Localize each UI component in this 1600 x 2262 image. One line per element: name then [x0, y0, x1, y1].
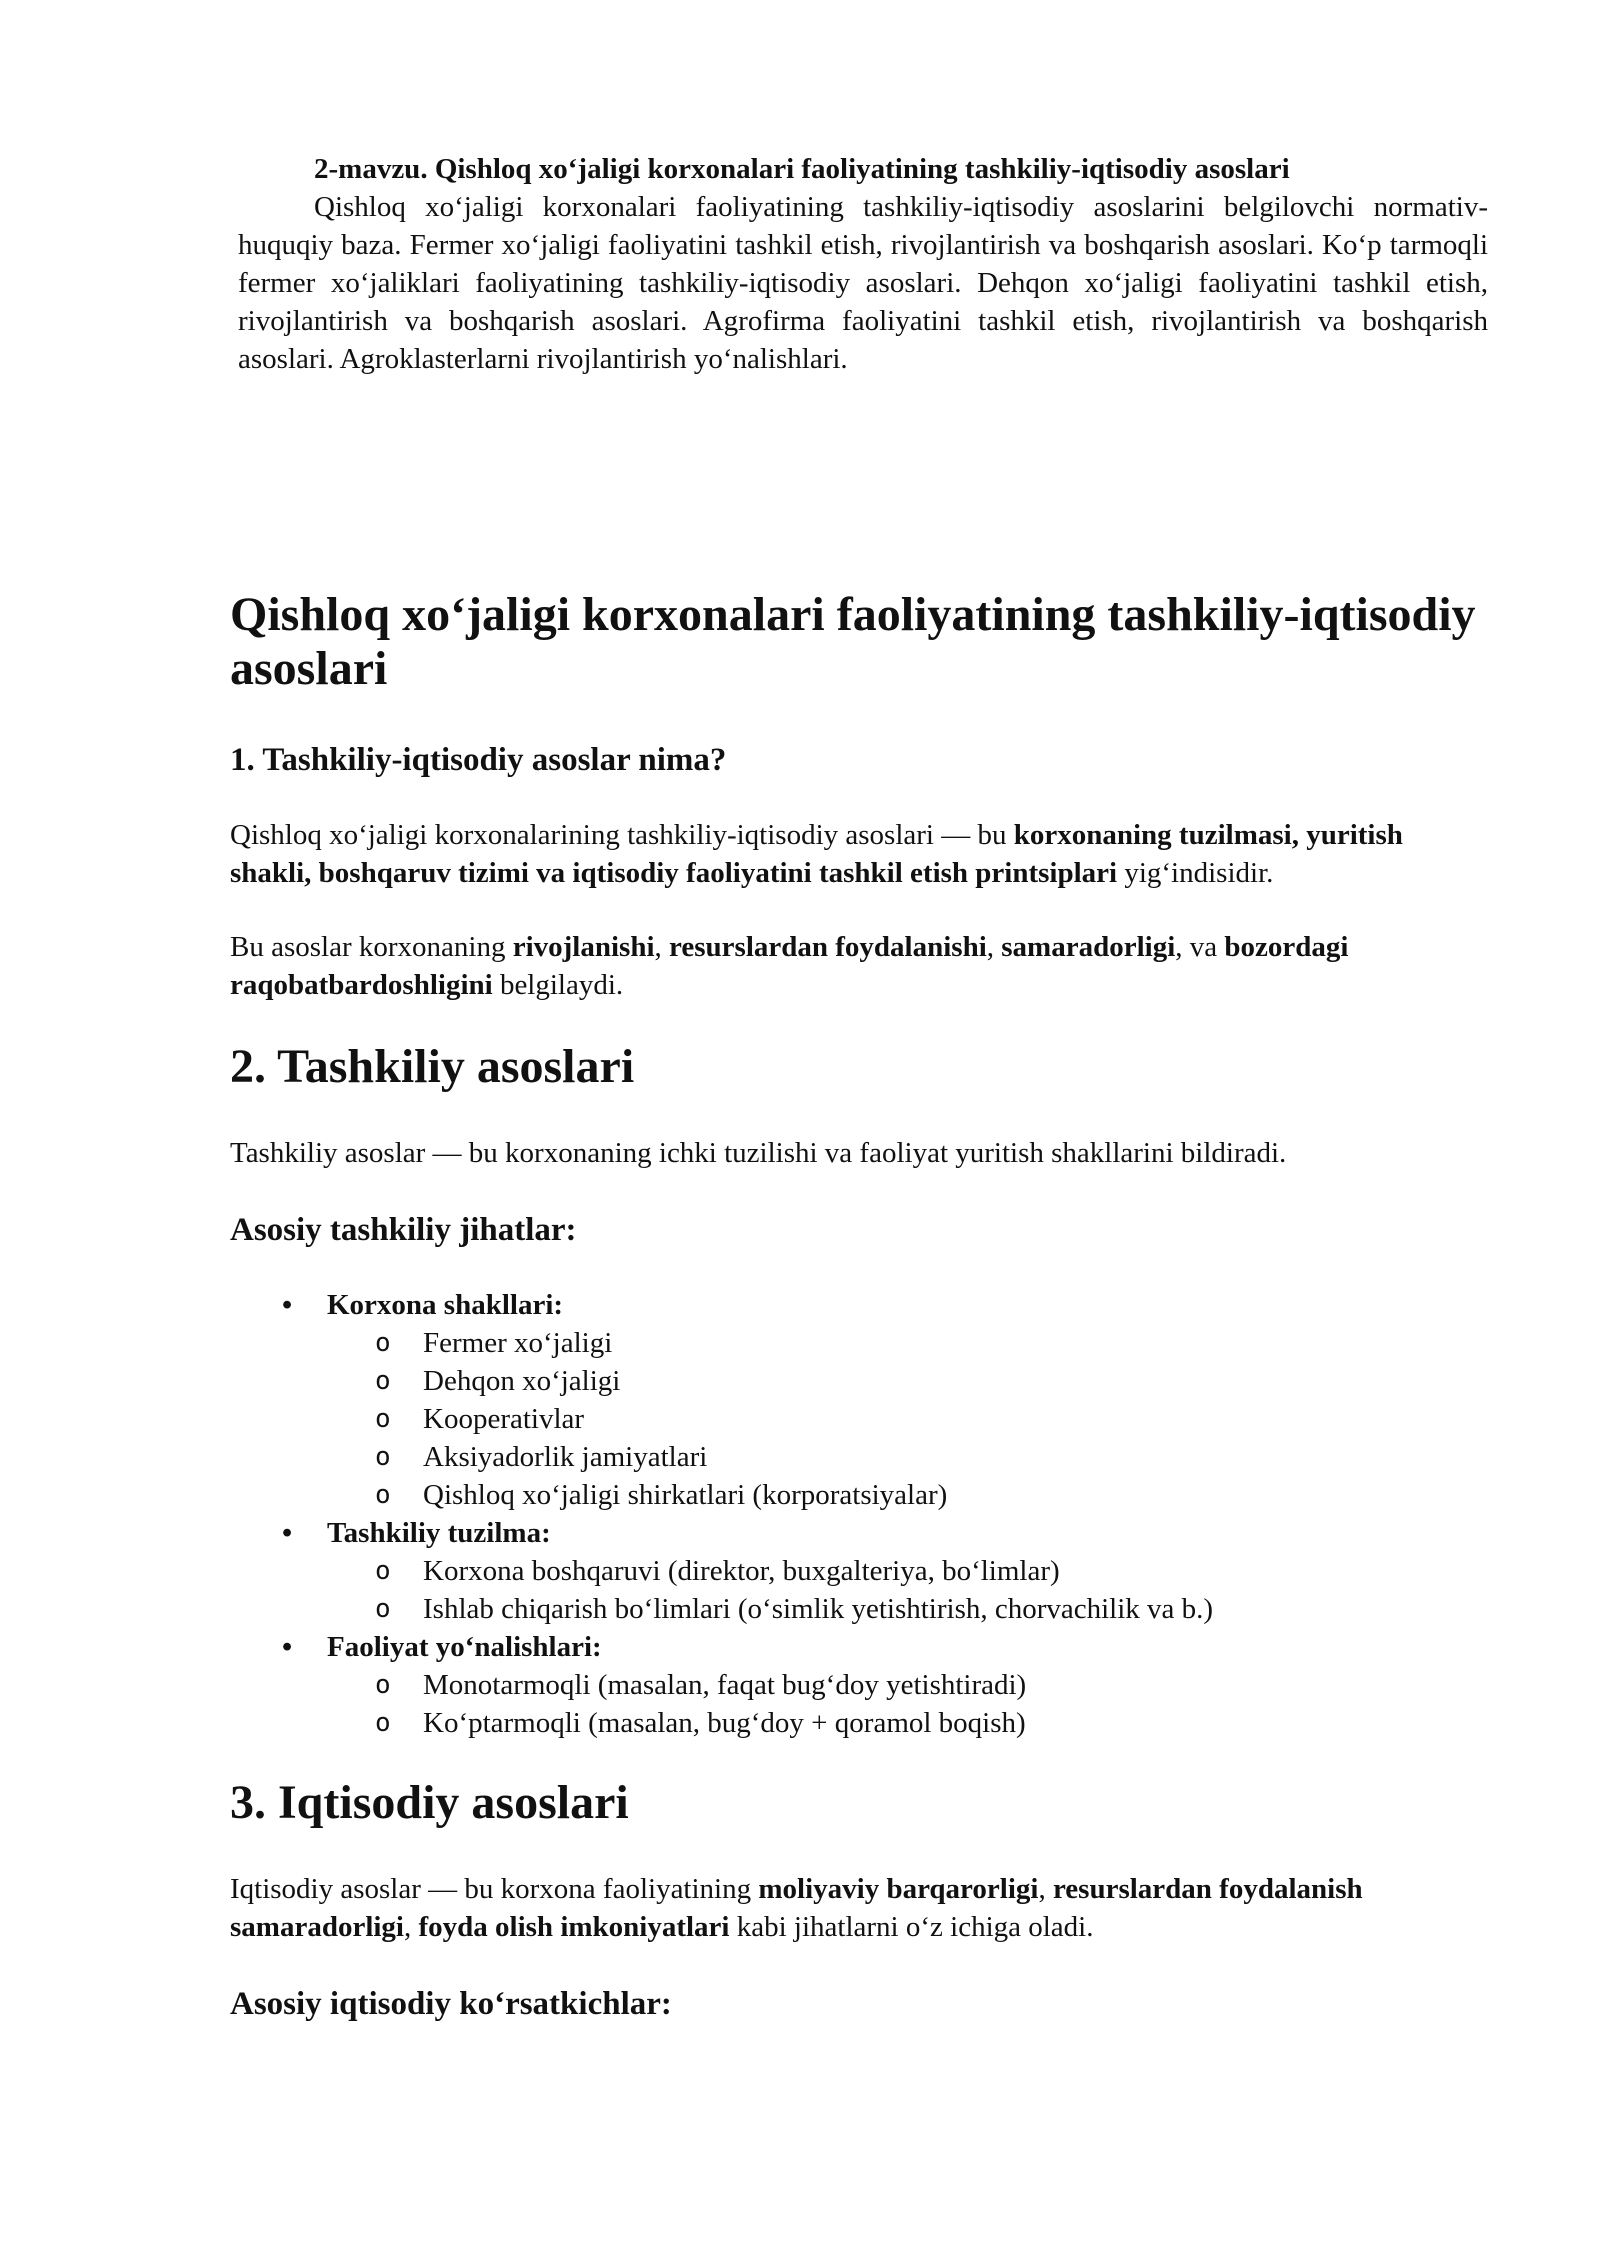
sub-list-item: [327, 1552, 1490, 1590]
bold-run: korxonaning tuzilmasi, yuritish shakli, boshqaruv tizimi va iqtisodiy faoliyatini tashkil etish printsiplari: [230, 819, 1403, 889]
sub-list-item-text: Aksiyadorlik jamiyatlari: [423, 1441, 708, 1473]
sub-list-item: [327, 1704, 1490, 1742]
sub-list-item-text: Ishlab chiqarish bo‘limlari (o‘simlik yetishtirish, chorvachilik va b.): [423, 1593, 1214, 1625]
sub-list: [327, 1666, 1490, 1742]
section1-paragraph-2: [230, 928, 1490, 1004]
topic-title: 2-mavzu. Qishloq xo‘jaligi korxonalari faoliyatining tashkiliy-iqtisodiy asoslari: [314, 153, 1290, 185]
bold-run: resurslardan foydalanishi: [669, 931, 987, 963]
list-item-label: Faoliyat yo‘nalishlari:: [327, 1631, 602, 1663]
bold-run: moliyaviy barqarorligi: [758, 1873, 1039, 1905]
text-run: , va: [1175, 931, 1225, 963]
bullet-icon: •: [282, 1517, 293, 1549]
text-run: ,: [1038, 1873, 1053, 1905]
sub-list-item-text: Korxona boshqaruvi (direktor, buxgalteriya, bo‘limlar): [423, 1555, 1060, 1587]
section3-paragraph-1: [230, 1870, 1490, 1946]
topic-intro: [238, 150, 1488, 378]
sub-list: [327, 1324, 1490, 1514]
circle-bullet-icon: o: [375, 1708, 391, 1738]
circle-bullet-icon: o: [375, 1328, 391, 1358]
circle-bullet-icon: o: [375, 1670, 391, 1700]
main-title: Qishloq xo‘jaligi korxonalari faoliyatining tashkiliy-iqtisodiy asoslari: [230, 588, 1476, 695]
sub-list-item: [327, 1666, 1490, 1704]
circle-bullet-icon: o: [375, 1556, 391, 1586]
list-item-label: Tashkiliy tuzilma:: [327, 1517, 551, 1549]
text-run: belgilaydi.: [492, 969, 624, 1001]
text-run: Iqtisodiy asoslar — bu korxona faoliyatining: [230, 1873, 759, 1905]
circle-bullet-icon: o: [375, 1442, 391, 1472]
sub-list-item-text: Ko‘ptarmoqli (masalan, bug‘doy + qoramol boqish): [423, 1707, 1026, 1739]
bullet-icon: •: [282, 1289, 293, 1321]
circle-bullet-icon: o: [375, 1594, 391, 1624]
section2-heading: 2. Tashkiliy asoslari: [230, 1040, 635, 1093]
section3-heading: 3. Iqtisodiy asoslari: [230, 1776, 629, 1829]
text-run: ,: [986, 931, 1002, 963]
bold-run: resurslardan foydalanish samaradorligi: [230, 1873, 1363, 1943]
section1-paragraph-1: [230, 816, 1490, 892]
sub-list: [327, 1552, 1490, 1628]
section2-subheading: Asosiy tashkiliy jihatlar:: [230, 1212, 577, 1248]
sub-list-item-text: Monotarmoqli (masalan, faqat bug‘doy yetishtiradi): [423, 1669, 1027, 1701]
sub-list-item: [327, 1362, 1490, 1400]
section2-paragraph-1: Tashkiliy asoslar — bu korxonaning ichki tuzilishi va faoliyat yuritish shakllarini bildiradi.: [230, 1137, 1287, 1169]
circle-bullet-icon: o: [375, 1404, 391, 1434]
text-run: ,: [654, 931, 670, 963]
list-item: [230, 1286, 1490, 1514]
organizational-aspects-list: [230, 1286, 1490, 1742]
sub-list-item: [327, 1400, 1490, 1438]
list-item: [230, 1628, 1490, 1742]
topic-summary: Qishloq xo‘jaligi korxonalari faoliyatining tashkiliy-iqtisodiy asoslarini belgilovchi normativ-huquqiy baza. Fermer xo‘jaligi faoliyatini tashkil etish, rivojlantirish va boshqarish asoslari. Ko‘p tarmoqli fermer xo‘jaliklari faoliyatining tashkiliy-iqtisodiy asoslari. Dehqon xo‘jaligi faoliyatini tashkil etish, rivojlantirish va boshqarish asoslari. Agrofirma faoliyatini tashkil etish, rivojlantirish va boshqarish asoslari. Agroklasterlarni rivojlantirish yo‘nalishlari.: [238, 191, 1488, 375]
bold-run: bozordagi raqobatbardoshligini: [230, 931, 1349, 1001]
sub-list-item-text: Fermer xo‘jaligi: [423, 1327, 613, 1359]
bullet-icon: •: [282, 1631, 293, 1663]
list-item-label: Korxona shakllari:: [327, 1289, 564, 1321]
circle-bullet-icon: o: [375, 1366, 391, 1396]
sub-list-item: [327, 1438, 1490, 1476]
sub-list-item-text: Dehqon xo‘jaligi: [423, 1365, 621, 1397]
text-run: kabi jihatlarni o‘z ichiga oladi.: [729, 1911, 1094, 1943]
document-content: [230, 588, 1490, 2024]
text-run: Bu asoslar korxonaning: [230, 931, 513, 963]
text-run: Qishloq xo‘jaligi korxonalarining tashkiliy-iqtisodiy asoslari — bu: [230, 819, 1014, 851]
sub-list-item-text: Qishloq xo‘jaligi shirkatlari (korporatsiyalar): [423, 1479, 948, 1511]
circle-bullet-icon: o: [375, 1480, 391, 1510]
bold-run: rivojlanishi: [512, 931, 655, 963]
bold-run: samaradorligi: [1001, 931, 1176, 963]
sub-list-item: [327, 1476, 1490, 1514]
bold-run: foyda olish imkoniyatlari: [418, 1911, 730, 1943]
section3-subheading: Asosiy iqtisodiy ko‘rsatkichlar:: [230, 1986, 672, 2022]
sub-list-item-text: Kooperativlar: [423, 1403, 585, 1435]
sub-list-item: [327, 1324, 1490, 1362]
list-item: [230, 1514, 1490, 1628]
text-run: yig‘indisidir.: [1117, 857, 1274, 889]
sub-list-item: [327, 1590, 1490, 1628]
section1-heading: 1. Tashkiliy-iqtisodiy asoslar nima?: [230, 742, 727, 778]
text-run: ,: [404, 1911, 419, 1943]
